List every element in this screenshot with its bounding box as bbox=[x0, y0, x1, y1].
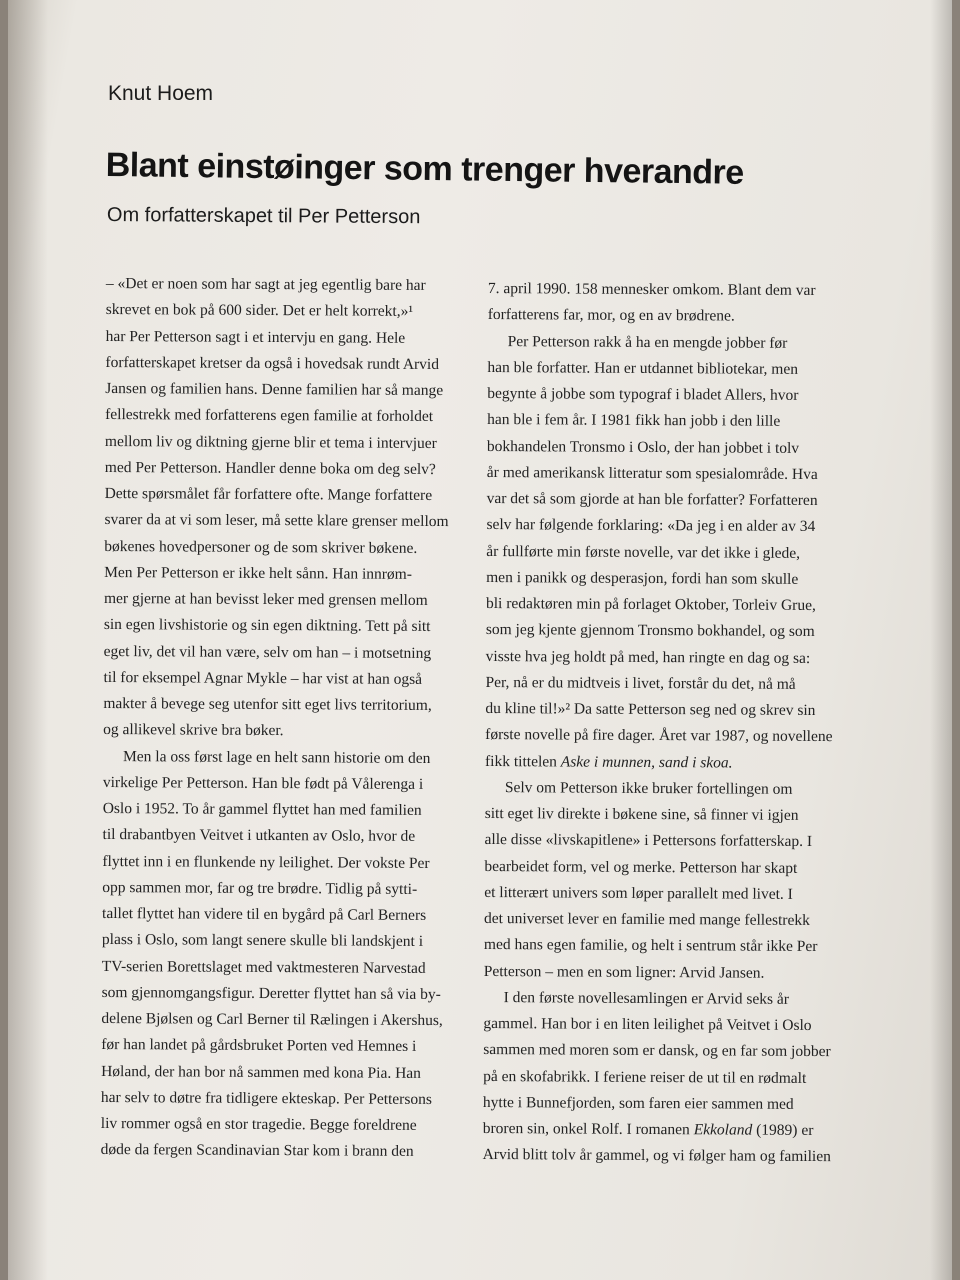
text-line: eget liv, det vil han være, selv om han – i motsetning bbox=[103, 642, 432, 662]
article-subtitle: Om forfatterskapet til Per Petterson bbox=[106, 204, 421, 229]
text-line: døde da fergen Scandinavian Star kom i brann den bbox=[100, 1141, 414, 1161]
text-line: sitt eget liv direkte i bøkene sine, så finner vi igjen bbox=[484, 804, 799, 824]
book-page bbox=[8, 0, 952, 1280]
text-line: med Per Petterson. Handler denne boka om deg selv? bbox=[104, 458, 436, 478]
text-line: tallet flyttet han videre til en bygård på Carl Berners bbox=[102, 904, 427, 924]
text-line: Høland, der han bor nå sammen med kona Pia. Han bbox=[101, 1062, 421, 1082]
text-line: har Per Petterson sagt i et intervju en gang. Hele bbox=[105, 327, 406, 347]
text-line: har selv to døtre fra tidligere ekteskap. Per Pettersons bbox=[100, 1088, 432, 1108]
paragraph-first-line: I den første novellesamlingen er Arvid seks år bbox=[503, 988, 790, 1008]
text-line: et litterært univers som løper parallelt med livet. I bbox=[484, 883, 793, 903]
text-line: og allikevel skrive bra bøker. bbox=[103, 721, 284, 740]
text-line: til for eksempel Agnar Mykle – har vist at han også bbox=[103, 668, 423, 688]
text-line: på en skofabrikk. I feriene reiser de ut til en rødmalt bbox=[483, 1067, 807, 1087]
text-line: til drabantbyen Veitvet i utkanten av Oslo, hvor de bbox=[102, 826, 416, 846]
text-line: med hans egen familie, og helt i sentrum står ikke Per bbox=[483, 936, 818, 956]
text-fragment: broren sin, onkel Rolf. I romanen bbox=[482, 1119, 694, 1139]
page-binding-shadow bbox=[8, 0, 48, 1280]
text-line: Dette spørsmålet får forfattere ofte. Mange forfattere bbox=[104, 484, 433, 504]
text-line: mellom liv og diktning gjerne blir et tema i intervjuer bbox=[104, 432, 437, 452]
text-line: Per, nå er du midtveis i livet, forstår du det, nå må bbox=[485, 673, 796, 693]
book-title-italic: Aske i munnen, sand i skoa. bbox=[560, 752, 733, 772]
text-line: forfatterens far, mor, og en av brødrene. bbox=[487, 306, 735, 325]
text-line: – «Det er noen som har sagt at jeg egentlig bare har bbox=[105, 274, 426, 294]
paragraph-first-line: Men la oss først lage en helt sann historie om den bbox=[122, 747, 431, 767]
text-line: alle disse «livskapitlene» i Pettersons forfatterskap. I bbox=[484, 831, 813, 851]
text-line: bokhandelen Tronsmo i Oslo, der han jobbet i tolv bbox=[486, 437, 800, 457]
text-line: plass i Oslo, som langt senere skulle bli landskjent i bbox=[101, 931, 424, 951]
text-line-with-book-title bbox=[485, 748, 841, 776]
text-line: selv har følgende forklaring: «Da jeg i en alder av 34 bbox=[486, 516, 816, 536]
text-line: liv rommer også en stor tragedie. Begge foreldrene bbox=[100, 1114, 417, 1134]
text-line: Jansen og familien hans. Denne familien har så mange bbox=[105, 379, 444, 400]
text-line: Petterson – men en som ligner: Arvid Jansen. bbox=[483, 962, 765, 982]
text-line: men i panikk og desperasjon, fordi han som skulle bbox=[486, 568, 799, 588]
text-line: hytte i Bunnefjorden, som faren eier sammen med bbox=[482, 1093, 794, 1113]
book-title-italic: Ekkoland bbox=[693, 1121, 753, 1139]
text-line: virkelige Per Petterson. Han ble født på Vålerenga i bbox=[102, 773, 424, 793]
text-line: TV-serien Borettslaget med vaktmesteren Narvestad bbox=[101, 957, 426, 977]
text-line: bli redaktøren min på forlaget Oktober, Torleiv Grue, bbox=[485, 594, 816, 615]
text-fragment: (1989) er bbox=[752, 1121, 814, 1140]
text-line: han ble forfatter. Han er utdannet bibliotekar, men bbox=[487, 358, 799, 378]
text-line: Men Per Petterson er ikke helt sånn. Han innrøm- bbox=[104, 563, 412, 583]
text-line: 7. april 1990. 158 mennesker omkom. Blant dem var bbox=[487, 279, 816, 300]
text-line: det universet lever en familie med mange fellestrekk bbox=[484, 909, 810, 929]
text-line: du kline til!»² Da satte Petterson seg ned og skrev sin bbox=[485, 699, 816, 720]
article-author: Knut Hoem bbox=[108, 82, 214, 105]
text-line: mer gjerne at han bevisst leker med grensen mellom bbox=[103, 589, 428, 609]
text-line: skrevet en bok på 600 sider. Det er helt korrekt,»¹ bbox=[105, 301, 414, 321]
text-line: år fullførte min første novelle, var det ikke i glede, bbox=[486, 542, 801, 562]
text-line: begynte å jobbe som typograf i bladet Allers, hvor bbox=[487, 384, 799, 404]
text-line: gammel. Han bor i en liten leilighet på Veitvet i Oslo bbox=[483, 1014, 812, 1034]
text-line: Arvid blitt tolv år gammel, og vi følger ham og familien bbox=[482, 1146, 831, 1166]
text-line: svarer da at vi som leser, må sette klare grenser mellom bbox=[104, 511, 449, 531]
text-line: som jeg kjente gjennom Tronsmo bokhandel, og som bbox=[485, 621, 815, 641]
text-line: Oslo i 1952. To år gammel flyttet han med familien bbox=[102, 799, 422, 819]
text-line: bøkenes hovedpersoner og de som skriver bøkene. bbox=[104, 537, 418, 557]
left-text-column bbox=[101, 271, 474, 1166]
text-line: makter å bevege seg utenfor sitt eget livs territorium, bbox=[103, 694, 432, 714]
text-line: fellestrekk med forfatterens egen familie at forholdet bbox=[105, 406, 434, 426]
text-line-with-book-title bbox=[483, 1116, 839, 1144]
article-title: Blant einstøinger som trenger hverandre bbox=[105, 146, 744, 192]
text-line: bearbeidet form, vel og merke. Petterson har skapt bbox=[484, 857, 798, 877]
text-line: delene Bjølsen og Carl Berner til Rælingen i Akershus, bbox=[101, 1009, 443, 1030]
paragraph-first-line: Per Petterson rakk å ha en mengde jobber før bbox=[507, 332, 788, 352]
paragraph-first-line: Selv om Petterson ikke bruker fortellingen om bbox=[504, 778, 793, 798]
text-line: sin egen livshistorie og sin egen diktning. Tett på sitt bbox=[103, 616, 431, 636]
page-edge-shadow bbox=[930, 0, 952, 1280]
text-line: som gjennomgangsfigur. Deretter flyttet han så via by- bbox=[101, 983, 441, 1003]
text-line: opp sammen mor, far og tre brødre. Tidlig på sytti- bbox=[102, 878, 418, 898]
text-line: flyttet inn i en flunkende ny leilighet. Der vokste Per bbox=[102, 852, 430, 872]
text-line: han ble i fem år. I 1981 fikk han jobb i den lille bbox=[487, 411, 781, 431]
text-line: visste hva jeg holdt på med, han ringte en dag og sa: bbox=[485, 647, 811, 667]
text-line: sammen med moren som er dansk, og en far som jobber bbox=[483, 1041, 831, 1061]
text-line: var det så som gjorde at han ble forfatter? Forfatteren bbox=[486, 489, 818, 510]
text-line: år med amerikansk litteratur som spesialområde. Hva bbox=[486, 463, 818, 483]
right-text-column bbox=[483, 276, 844, 1171]
text-line: første novelle på fire dager. Året var 1987, og novellene bbox=[485, 726, 833, 746]
text-fragment: fikk tittelen bbox=[484, 752, 561, 770]
text-line: før han landet på gårdsbruket Porten ved Hemnes i bbox=[101, 1036, 417, 1056]
text-line: forfatterskapet kretser da også i hovedsak rundt Arvid bbox=[105, 353, 440, 373]
